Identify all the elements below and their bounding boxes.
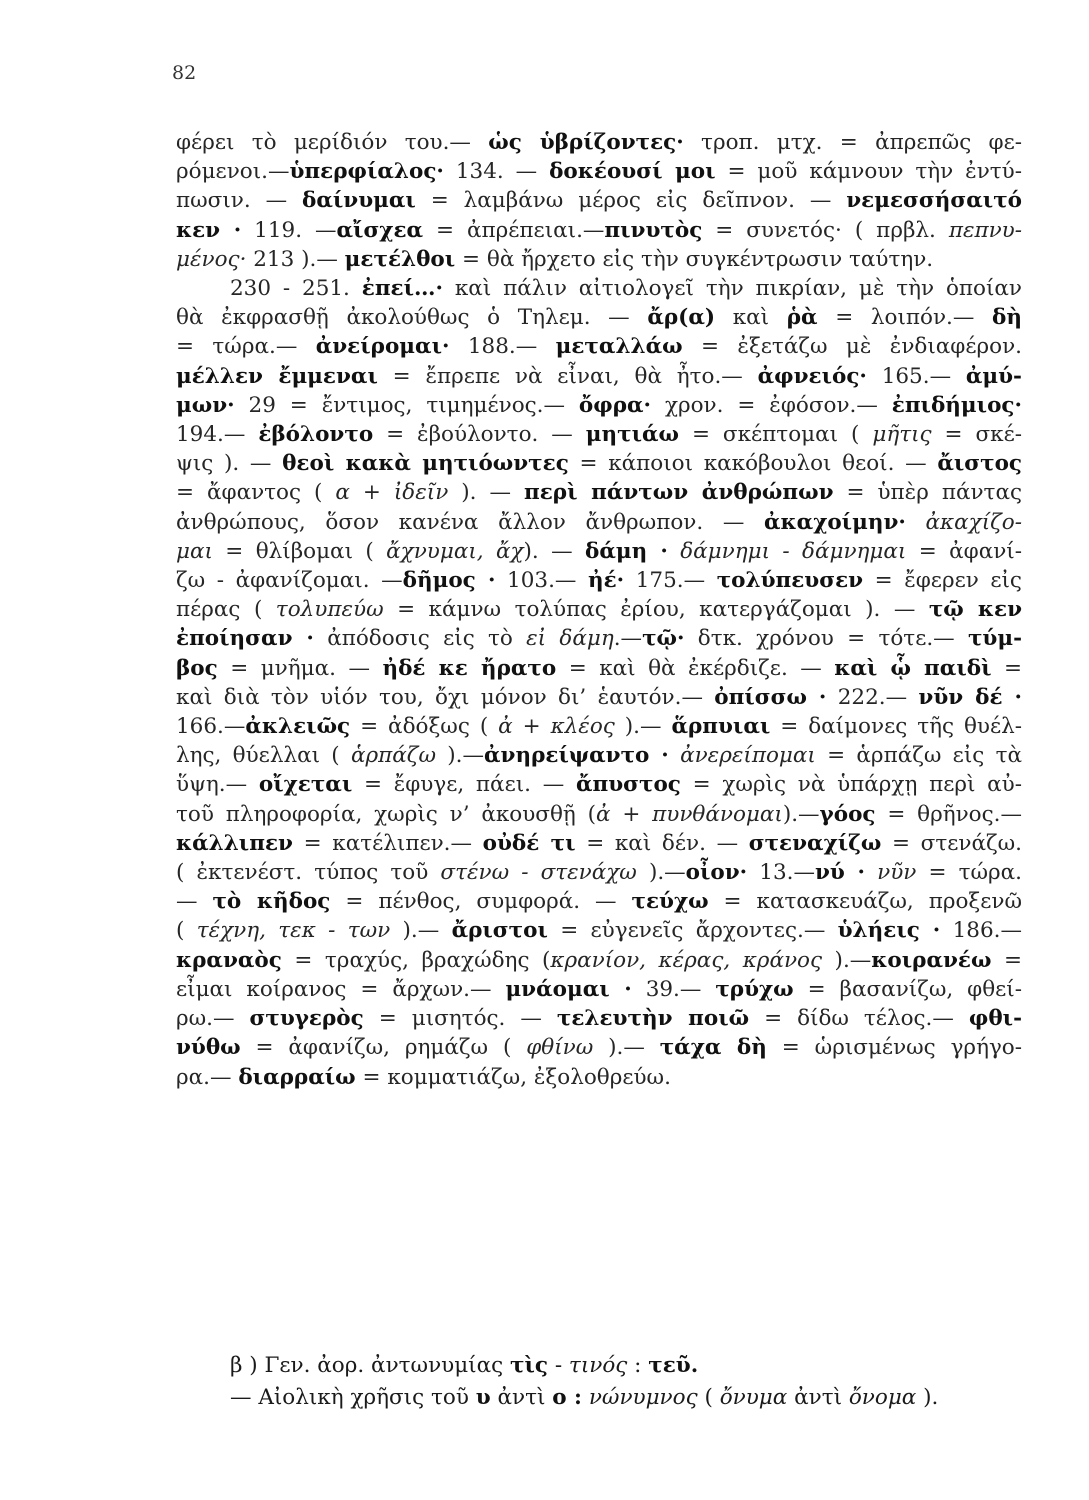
gloss-text: = τώρα.: [916, 860, 1023, 886]
gloss-text: [906, 510, 926, 535]
lemma: οἴχεται: [258, 772, 353, 798]
lemma: κοιρανέω: [871, 947, 992, 973]
lemma: νεμεσσήσαιτό: [846, 188, 1023, 214]
lemma: καὶ ᾧ παιδὶ: [834, 655, 992, 681]
italic-term: μαι: [176, 538, 213, 564]
italic-term: τινός: [568, 1353, 628, 1378]
lemma: τύμ-: [967, 626, 1022, 652]
text-line: [176, 332, 1022, 361]
gloss-text: καὶ διὰ τὸν υἱόν του, ὄχι μόνον δι’ ἑαυτόν.—: [176, 684, 715, 710]
gloss-text: 103.—: [495, 568, 588, 594]
lemma: μητιάω: [585, 422, 680, 448]
gloss-text: = δαίμονες τῆς θυέλ-: [770, 714, 1023, 740]
lemma: ῥὰ: [786, 305, 818, 331]
gloss-text: =: [991, 655, 1023, 681]
lemma: τῷ·: [642, 626, 685, 652]
lemma: ἄιστος: [937, 451, 1023, 477]
italic-term: δάμνημι - δάμνημαι: [680, 538, 907, 564]
footnote: [230, 1350, 1030, 1414]
gloss-text: = ὡρισμένως γρήγο-: [766, 1035, 1023, 1061]
gloss-text: = θὰ ἤρχετο εἰς τὴν συγκέντρωσιν ταύτην.: [455, 246, 934, 272]
italic-term: εἰ δάμη: [526, 626, 614, 652]
text-line: [176, 887, 1022, 916]
gloss-text: = καὶ δέν. —: [575, 830, 749, 856]
lemma: τεύχω: [631, 889, 709, 915]
gloss-text: ).—: [636, 860, 686, 886]
gloss-text: = ἔφυγε, πάει. —: [352, 772, 576, 798]
lemma: ὄφρα·: [578, 392, 652, 418]
lemma: δοκέουσί μοι: [549, 159, 716, 185]
gloss-text: = τραχύς, βραχώδης (: [281, 947, 551, 973]
gloss-text: = ἀπρέπειαι.—: [423, 217, 605, 243]
lemma: ἀκλειῶς: [245, 714, 351, 740]
gloss-text: πέρας (: [176, 597, 276, 623]
italic-term: πεπνυ-: [948, 217, 1023, 243]
lemma: νύθω: [176, 1035, 241, 1061]
gloss-text: -: [547, 1353, 569, 1378]
lemma: ὑπερφίαλος·: [289, 159, 444, 185]
italic-term: μῆτις: [872, 422, 932, 448]
gloss-text: = σκέ-: [931, 422, 1022, 448]
gloss-text: = θρῆνος.—: [875, 801, 1022, 827]
gloss-text: = κατασκευάζω, προξενῶ: [708, 889, 1023, 915]
gloss-text: καὶ πάλιν αἰτιολογεῖ τὴν πικρίαν, μὲ τὴν ὁποίαν: [443, 276, 1022, 302]
lemma: τὶς: [510, 1353, 548, 1378]
lemma: τὸ κῆδος: [212, 889, 331, 915]
gloss-text: ( ἐκτενέστ. τύπος τοῦ: [176, 860, 441, 886]
text-line: [176, 595, 1022, 624]
gloss-text: —: [176, 889, 213, 915]
text-line: [176, 128, 1022, 157]
italic-term: ἁρπάζω: [350, 743, 436, 769]
gloss-text: ἀντὶ: [490, 1385, 553, 1410]
gloss-text: [865, 860, 877, 885]
text-line: [176, 829, 1022, 858]
text-line: [176, 391, 1022, 420]
italic-term: νώνυμνος: [588, 1385, 698, 1410]
lemma: ἐποίησαν ·: [176, 626, 314, 652]
text-line: [176, 858, 1022, 887]
commentary-body: [176, 128, 1022, 1092]
lemma: ὡς ὑβρίζοντες·: [488, 130, 684, 155]
gloss-text: 29 = ἔντιμος, τιμημένος.—: [234, 392, 579, 418]
lemma: υ: [475, 1385, 491, 1410]
italic-term: φθίνω: [526, 1035, 594, 1061]
text-line: [176, 1063, 1022, 1092]
lemma: ἀκαχοίμην·: [764, 509, 906, 535]
gloss-text: 13.—: [747, 860, 815, 886]
gloss-text: 186.—: [940, 918, 1022, 944]
lemma: δῆμος ·: [402, 568, 496, 594]
gloss-text: ).—: [390, 918, 452, 944]
gloss-text: = ἀφανίζω, ρημάζω (: [240, 1035, 527, 1061]
text-line: [176, 683, 1022, 712]
lemma: κεν ·: [176, 217, 242, 243]
italic-term: τέχνη, τεκ - των: [196, 918, 391, 944]
lemma: κραναὸς: [176, 947, 282, 973]
lemma: ἄρ(α): [647, 305, 716, 331]
lemma: ἀνηρείψαντο ·: [484, 743, 669, 769]
italic-term: ὄνυμα: [719, 1385, 788, 1410]
text-line: [176, 449, 1022, 478]
lemma: στεναχίζω: [748, 830, 882, 856]
gloss-text: ).—: [614, 714, 672, 740]
italic-term: ἀ + πυνθάνομαι: [596, 801, 783, 827]
gloss-text: ).: [916, 1385, 939, 1410]
text-line: [176, 800, 1022, 829]
lemma: γόος: [819, 801, 876, 827]
text-line: [176, 537, 1022, 566]
lemma: δαίνυμαι: [302, 188, 416, 214]
gloss-text: ἀνθρώπους, ὅσον κανένα ἄλλον ἄνθρωπον. —: [176, 509, 764, 535]
gloss-text: = κατέλιπεν.—: [292, 830, 483, 856]
italic-term: στένω - στενάχω: [440, 860, 637, 886]
lemma: τολύπευσεν: [716, 568, 864, 594]
gloss-text: = στενάζω.: [881, 830, 1022, 856]
italic-term: μένος·: [176, 246, 247, 272]
gloss-text: ὕψη.—: [176, 772, 259, 798]
gloss-text: 230 - 251.: [230, 276, 362, 302]
gloss-text: τροπ. μτχ. = ἀπρεπῶς φε-: [683, 130, 1022, 155]
lemma: περὶ πάντων ἀνθρώπων: [523, 480, 834, 506]
gloss-text: 213 ).—: [246, 246, 345, 272]
gloss-text: :: [627, 1353, 649, 1378]
lemma: ο :: [552, 1385, 582, 1410]
lemma: ἐπιδήμιος·: [891, 392, 1022, 418]
lemma: ὀπίσσω ·: [714, 684, 827, 710]
gloss-text: = κάποιοι κακόβουλοι θεοί. —: [568, 451, 938, 477]
lemma: ἐπεί…·: [361, 276, 444, 302]
text-line: [176, 478, 1022, 507]
gloss-text: ).—: [593, 1035, 660, 1061]
text-line: [176, 245, 1022, 274]
gloss-text: = ἔπρεπε νὰ εἶναι, θὰ ἦτο.—: [377, 363, 758, 389]
page-number: 82: [172, 62, 197, 84]
gloss-text: 188.—: [449, 334, 556, 360]
text-line: [176, 508, 1022, 537]
gloss-text: — Αἰολικὴ χρῆσις τοῦ: [230, 1385, 476, 1410]
gloss-text: .—: [613, 626, 643, 652]
text-line: [176, 1004, 1022, 1033]
italic-term: ἀνερείπομαι: [680, 743, 816, 769]
gloss-text: εἶμαι κοίρανος = ἄρχων.—: [176, 976, 506, 1002]
gloss-text: 134. —: [443, 159, 550, 185]
gloss-text: ρόμενοι.—: [176, 159, 290, 185]
gloss-text: ).—: [435, 743, 484, 769]
lemma: ἐβόλοντο: [258, 422, 374, 448]
lemma: αἴσχεα: [336, 217, 424, 243]
gloss-text: χρον. = ἐφόσον.—: [651, 392, 892, 418]
gloss-text: = μισητός. —: [363, 1006, 557, 1032]
lemma: μνάομαι ·: [505, 976, 632, 1002]
gloss-text: [669, 743, 680, 768]
gloss-text: ἀντὶ: [787, 1385, 849, 1410]
italic-term: α + ἰδεῖν: [335, 480, 449, 506]
gloss-text: = λαμβάνω μέρος εἰς δεῖπνον. —: [415, 188, 847, 214]
gloss-text: 166.—: [176, 714, 246, 740]
gloss-text: [582, 1385, 589, 1410]
gloss-text: = μνῆμα. —: [217, 655, 383, 681]
text-line: [176, 741, 1022, 770]
gloss-text: = κομματιάζω, ἐξολοθρεύω.: [355, 1064, 671, 1090]
text-line: [176, 303, 1022, 332]
lemma: ἀφνειός·: [757, 363, 867, 389]
gloss-text: ). —: [448, 480, 524, 506]
text-line: [176, 420, 1022, 449]
text-line: [176, 624, 1022, 653]
gloss-text: = ὑπὲρ πάντας: [833, 480, 1023, 506]
italic-term: νῦν: [877, 860, 917, 886]
lemma: θεοὶ κακὰ μητιόωντες: [282, 451, 569, 477]
italic-term: ἀ + κλέος: [498, 714, 615, 740]
lemma: τεῦ.: [648, 1353, 699, 1378]
gloss-text: τοῦ πληροφορία, χωρὶς ν’ ἀκουσθῇ (: [176, 801, 596, 827]
gloss-text: 175.—: [624, 568, 717, 594]
gloss-text: ρα.—: [176, 1064, 239, 1090]
lemma: ἅρπυιαι: [671, 714, 771, 740]
gloss-text: = ἀφανί-: [906, 538, 1022, 564]
text-line: [176, 916, 1022, 945]
lemma: μέλλεν ἔμμεναι: [176, 363, 378, 389]
gloss-text: =: [991, 947, 1022, 973]
lemma: νῦν δέ ·: [918, 684, 1022, 710]
text-line: [176, 216, 1022, 245]
gloss-text: = ἁρπάζω εἰς τὰ: [815, 743, 1022, 769]
gloss-text: (: [176, 918, 197, 944]
gloss-text: [668, 539, 680, 564]
text-line: [176, 712, 1022, 741]
gloss-text: = ἐβούλοντο. —: [373, 422, 586, 448]
text-line: [176, 1033, 1022, 1062]
gloss-text: πωσιν. —: [176, 188, 302, 214]
gloss-text: 39.—: [631, 976, 716, 1002]
gloss-text: = πένθος, συμφορά. —: [330, 889, 632, 915]
lemma: διαρραίω: [238, 1064, 356, 1090]
gloss-text: = μοῦ κάμνουν τὴν ἐντύ-: [715, 159, 1022, 185]
lemma: ἄπυστος: [575, 772, 681, 798]
gloss-text: ζω - ἀφανίζομαι. —: [176, 568, 403, 594]
lemma: τῷ κεν: [928, 597, 1022, 623]
text-line: [176, 274, 1022, 303]
gloss-text: (: [697, 1385, 720, 1410]
lemma: ἠέ·: [587, 568, 625, 594]
lemma: τελευτὴν ποιῶ: [556, 1006, 750, 1032]
text-line: [176, 770, 1022, 799]
lemma: στυγερὸς: [249, 1006, 364, 1032]
gloss-text: β ) Γεν. ἀορ. ἀντωνυμίας: [230, 1353, 511, 1378]
footnote-line: [230, 1350, 1030, 1382]
gloss-text: = εὐγενεῖς ἄρχοντες.—: [547, 918, 838, 944]
gloss-text: = καὶ θὰ ἐκέρδιζε. —: [556, 655, 835, 681]
lemma: ἀμύ-: [965, 363, 1022, 389]
gloss-text: ). —: [523, 538, 586, 564]
footnote-line: [230, 1382, 1030, 1414]
gloss-text: = σκέπτομαι (: [679, 422, 873, 448]
lemma: ἄριστοι: [451, 918, 548, 944]
gloss-text: = θλίβομαι (: [212, 538, 387, 564]
lemma: ὑλήεις ·: [837, 918, 941, 944]
lemma: πινυτὸς: [604, 217, 703, 243]
gloss-text: ).—: [822, 947, 872, 973]
gloss-text: 119. —: [241, 217, 337, 243]
lemma: μων·: [176, 392, 235, 418]
gloss-text: ρω.—: [176, 1006, 250, 1032]
gloss-text: = δίδω τέλος.—: [749, 1006, 969, 1032]
lemma: βος: [176, 655, 218, 681]
italic-term: ἄχνυμαι, ἄχ: [386, 538, 524, 564]
gloss-text: δτκ. χρόνου = τότε.—: [684, 626, 968, 652]
italic-term: ὄνομα: [848, 1385, 917, 1410]
italic-term: τολυπεύω: [275, 597, 384, 623]
gloss-text: ἀπόδοσις εἰς τὸ: [313, 626, 527, 652]
gloss-text: θὰ ἐκφρασθῇ ἀκολούθως ὁ Τηλεμ. —: [176, 305, 648, 331]
text-line: [176, 975, 1022, 1004]
italic-term: ἀκαχίζο-: [925, 509, 1022, 535]
lemma: δάμη ·: [585, 538, 668, 564]
lemma: ἠδέ κε ἤρατο: [382, 655, 557, 681]
gloss-text: φέρει τὸ μερίδιόν του.—: [176, 130, 489, 155]
lemma: οὐδέ τι: [482, 830, 576, 856]
text-line: [176, 157, 1022, 186]
lemma: τάχα δὴ: [659, 1035, 767, 1061]
italic-term: κρανίον, κέρας, κράνος: [550, 947, 823, 973]
lemma: δὴ: [992, 305, 1023, 331]
text-line: [176, 946, 1022, 975]
lemma: οἶον·: [685, 860, 748, 886]
lemma: ἀνείρομαι·: [315, 334, 450, 360]
gloss-text: = ἀδόξως (: [350, 714, 499, 740]
gloss-text: ).—: [782, 801, 820, 827]
gloss-text: καὶ: [715, 305, 787, 331]
gloss-text: = τώρα.—: [176, 334, 316, 360]
text-line: [176, 654, 1022, 683]
lemma: μετέλθοι: [344, 246, 456, 272]
gloss-text: 165.—: [866, 363, 966, 389]
gloss-text: = ἔφερεν εἰς: [863, 568, 1022, 594]
lemma: κάλλιπεν: [176, 830, 293, 856]
gloss-text: = λοιπόν.—: [817, 305, 993, 331]
gloss-text: 222.—: [826, 684, 919, 710]
gloss-text: ψις ). —: [176, 451, 283, 477]
text-line: [176, 566, 1022, 595]
gloss-text: = χωρὶς νὰ ὑπάρχῃ περὶ αὐ-: [680, 772, 1022, 798]
lemma: τρύχω: [715, 976, 794, 1002]
gloss-text: λης, θύελλαι (: [176, 743, 351, 769]
gloss-text: = κάμνω τολύπας ἐρίου, κατεργάζομαι ). —: [383, 597, 929, 623]
gloss-text: 194.—: [176, 422, 259, 448]
lemma: νύ ·: [814, 860, 866, 886]
gloss-text: = ἐξετάζω μὲ ἐνδιαφέρον.: [682, 334, 1022, 360]
lemma: μεταλλάω: [555, 334, 683, 360]
text-line: [176, 362, 1022, 391]
gloss-text: = ἄφαντος (: [176, 480, 336, 506]
lemma: φθι-: [968, 1006, 1023, 1032]
text-line: [176, 186, 1022, 215]
gloss-text: = βασανίζω, φθεί-: [793, 976, 1022, 1002]
gloss-text: = συνετός· ( πρβλ.: [702, 217, 949, 243]
